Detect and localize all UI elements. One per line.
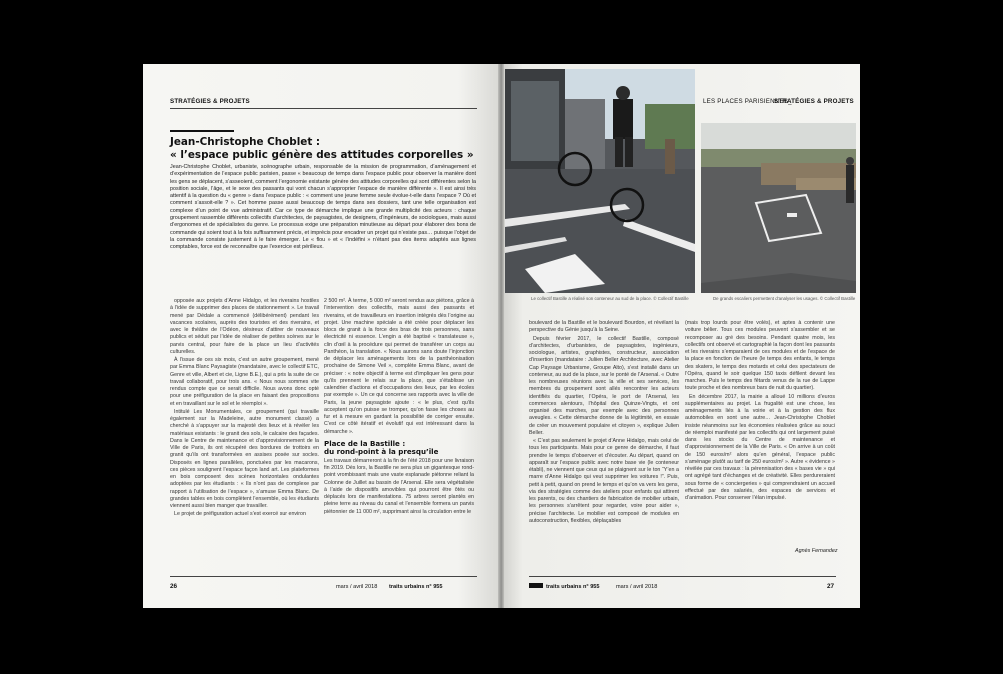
section-heading: STRATÉGIES & PROJETS	[774, 98, 854, 105]
footer-date: mars / avril 2018	[336, 584, 378, 590]
right-page	[501, 64, 860, 608]
right-column-2	[685, 320, 835, 503]
photo-container-cyclist	[505, 69, 695, 293]
subheading-line-1: Place de la Bastille :	[324, 438, 406, 448]
body-paragraph: Le projet de préfiguration actuel s’est exercé sur environ	[174, 511, 306, 518]
footer-rule	[170, 576, 477, 577]
subheading	[324, 440, 474, 457]
left-page	[143, 64, 501, 608]
footer-date: mars / avril 2018	[616, 584, 658, 590]
body-paragraph: À l’issue de ces six mois, c’est un autre groupement, mené par Emma Blanc Paysagiste (mandataire, avec le collectif ETC, Genre et ville, Albert et cie, Ligne B.E.), qui a pris la suite de ce travail collaboratif, pour trois ans. « Nous nous sommes vite rendus compte que ce serait difficile. Nous avons donc opté pour une préfiguration de la place en faisant des propositions et en travaillant sur le sol et le réemploi ».	[170, 357, 319, 407]
section-heading: STRATÉGIES & PROJETS	[170, 98, 250, 105]
footer-rule	[529, 576, 836, 577]
body-paragraph: opposée aux projets d’Anne Hidalgo, et les riverains hostiles à l’idée de supprimer des places de stationnement ». Le travail mené par Dédale a commencé (délibérément) pendant les vacances scolaires, auprès des touristes et des riverains, et avec le théâtre de l’Odéon, désireux d’attirer de nouveaux publics et séduit par l’idée de réaliser de petites scènes sur le parvis central, pour faire de la place un lieu d’activités culturelles.	[170, 298, 319, 355]
photo-caption: Le collectif Bastille a réalisé son conteneur au sud de la place. © Collectif Bastille	[531, 296, 689, 301]
cyclist-photo	[505, 69, 695, 293]
body-paragraph: Les travaux démarreront à la fin de l’été 2018 pour une livraison fin 2019. Dès lors, la Bastille ne sera plus un gigantesque rond-point vrombissant mais une vaste esplanade piétonne reliant la Colonne de Juillet au bassin de l’Arsenal. Elle sera végétalisée à l’aide de dispositifs amovibles qui pourront être ôtés ou déplacés lors de manifestations. 75 arbres seront plantés en pleine terre au niveau du canal et l’ensemble formera un parvis piétonnier de 11 000 m², supprimant ainsi la circulation entre le	[324, 457, 474, 515]
body-paragraph: (mais trop lourds pour être volés), et aptes à contenir une voiture bélier. Tous ces modules peuvent s’assembler et se recomposer au gré des besoins. Pendant quatre mois, les collectifs ont observé et cartographié la façon dont les passants et les riverains s’emparaient de ces modules et de l’espace de la place en fonction de l’heure (le temps des enfants, le temps des skaters, le temps des motards et celui des spectateurs de l’Opéra, quand le soir quelque 150 taxis défilent devant les marches. Puis le temps des fêtards venus de la rue de Lappe toute proche et des nombreux bars de nuit du quartier).	[685, 320, 835, 392]
header-rule	[170, 108, 477, 109]
skater-photo	[701, 123, 856, 293]
page-number: 27	[827, 583, 835, 590]
title-line-1: Jean-Christophe Choblet :	[170, 136, 321, 148]
right-column-1	[529, 320, 679, 526]
footer-magazine: traits urbains n° 955	[546, 584, 600, 590]
logo-mark-icon	[529, 583, 543, 588]
title-line-2: « l’espace public génère des attitudes corporelles »	[170, 149, 474, 162]
article-title	[170, 136, 490, 163]
section-heading-light: LES PLACES PARISIENNES_	[703, 98, 792, 105]
magazine-spread	[143, 64, 860, 608]
subheading-line-2: du rond-point à la presqu’île	[324, 447, 439, 457]
title-bar	[170, 130, 234, 132]
body-paragraph: Intitulé Les Monumentales, ce groupement (qui travaille également sur la Madeleine, autre monument classé) a cherché à s’appuyer sur la majesté des lieux et à révéler les matériaux existants : le granit des sols, le calcaire des façades. Dans le Centre de maintenance et d’approvisionnement de la Ville de Paris, ils ont récupéré des bordures de trottoirs en granit qu’ils ont transformées en assises posée sur socles. Disposés en lignes parallèles, ponctuées par les macarons, ces pièces soulignent l’espace façon land art. Les plateformes en bois composent des scènes horizontales ondulantes adoptées par les étudiants : « Ils n’ont pas de complexe par rapport à l’utilisation de l’espace », s’amuse Emma Blanc. De grandes tables en bois complètent l’ensemble, où les étudiants viennent aussi bien manger que travailler.	[170, 408, 319, 509]
footer-magazine: traits urbains n° 955	[389, 584, 443, 590]
body-paragraph: En décembre 2017, la mairie a alloué 10 millions d’euros supplémentaires au projet. La frugalité est une chose, les aménagements liés à la voirie et à la gestion des flux automobiles en sont une autre… Jean-Christophe Choblet insiste néanmoins sur les économies réalisées grâce au souci de réemploi manifesté par les collectifs qui ont largement puisé dans les stocks du Centre de maintenance et d’approvisionnement de la Ville de Paris. « On arrive à un coût de 150 euros/m² alors qu’en général, l’espace public s’aménage plutôt au tarif de 250 euros/m² ». Autre « évidence » révélée par ces travaux : la pérennisation des « bases vie » qui ont agrégé tant d’échanges et de créativité. Elles perdureraient sous forme de « conciergeries » qui comprendraient un accueil effectué par des salariés, des espaces de services et d’animation. Pour conserver l’élan impulsé.	[685, 393, 835, 501]
photo-container-skater	[701, 123, 856, 293]
page-number: 26	[170, 583, 178, 590]
binding-gutter	[498, 64, 504, 608]
body-paragraph: Depuis février 2017, le collectif Bastille, composé d’architectes, d’urbanistes, de paysagistes, ingénieurs, sociologue, artistes, graphistes, constructeur, association d’insertion (mandataire : Juliien Beller Architecture, avec Atelier Cap Paysage Urbanisme, Groupe Alto), s’est installé dans un conteneur, au sud de la place, sur le ponté de l’Arsenal. « Outre les nombreuses réunions avec la ville et ses services, les membres du groupement sont allés rencontrer les acteurs identifiés du quartier, l’Opéra, le port de l’Arsenal, les commerces alentours, l’hôpital des Quinze-Vingts, et ont organisé des marches, par exemple avec des personnes aveugles. « Cette démarche donne de la légitimité, en essaie de créer un mouvement populaire et citoyen », explique Julien Beller.	[529, 335, 679, 436]
body-paragraph: 2 500 m². À terme, 5 000 m² seront rendus aux piétons, grâce à l’intervention des collectifs, mais aussi des passants et riverains, et de travailleurs en insertion intégrés dès l’origine au projet. Une machine spéciale a été créée pour déplacer les blocs de granit à la force des bras de trois personnes, sans électricité ni essence. L’engin a été baptisé « translateuse », clin d’œil à la procédure qui permet de transférer un corps au Panthéon, la translation. « Nous aurons sans doute l’injonction de déplacer les aménagements lors de la panthéonisation prochaine de Simone Veil », complète Emma Blanc, avant de préciser : « notre objectif à terme est d’impliquer les gens pour qu’ils prennent le relais sur la place, que s’établisse un calendrier d’actions et d’occupations des lieux, par les écoles par exemple ». Un ce qui concerne ses rapports avec la ville de Paris, la jeune paysagiste ajoute : « le plus, c’est qu’ils acceptent qu’on puisse se tromper, qu’on fasse les choses au fur et à mesure en gardant la possibilité de corriger ensuite. C’est ce côté itératif et évolutif qui est intéressant dans la démarche ».	[324, 298, 474, 435]
body-paragraph: boulevard de la Bastille et le boulevard Bourdon, et révélant la perspective du Génie jusqu’à la Seine.	[529, 320, 679, 334]
photo-caption: De grands escaliers permettent d’analyser les usages. © Collectif Bastille	[713, 296, 856, 301]
left-column-2	[324, 298, 474, 517]
body-paragraph: « C’est pas seulement le projet d’Anne Hidalgo, mais celui de tous les participants. Mais pour ce genre de démarche, il faut prendre le temps d’observer et d’écouter. Au départ, quand on apparaît sur l’espace public avec notre base vie (le conteneur établi), ne viennent que ceux qui se plaignent sur le ton “Y’en a marre d’Anne Hidalgo qui veut supprimer les voitures !”. Puis, petit à petit, quand on prend le temps et qu’on va vers les gens, via des stratégies comme des ateliers pour enfants qui attirent les parents, ou des chantiers de fabrication de mobilier urbain, les personnes s’arrêtent pour regarder, voire pour aider », précise l’architecte. Le mobilier est composé de modules en autoconstruction, flexibles, déplaçables	[529, 438, 679, 524]
left-column-1	[170, 298, 319, 520]
author-signature: Agnès Fernandez	[795, 548, 838, 554]
lead-paragraph: Jean-Christophe Choblet, urbaniste, scénographe urbain, responsable de la mission de programmation, d’aménagement et d’expérimentation de l’espace public parisien, passe « beaucoup de temps dans l’espace public pour observer la manière dont les gens se déplacent, s’asseoient, comment l’ergonomie existante génère des attitudes corporelles qui sont différentes selon la position sociale, l’âge, et le sexe des passants qui vont chacun s’approprier l’espace de manière différente ». Il est ainsi très attentif à la question du « genre » dans l’espace public : « comment une jeune femme seule évolue-t-elle dans l’espace ? Où et comment s’assoit-elle ? ». Cet homme passe aussi beaucoup de temps dans ses dossiers, tant une telle organisation est complexe d’un point de vue administratif. Car ce type de démarche implique une grande multiplicité des acteurs : chaque groupement rassemble différents collectifs d’architectes, de paysagistes, de designers, d’ingénieurs, de sociologues, mais aussi d’ergonomes et de spécialistes du genre. Le processus exige une préparation minutieuse au départ pour élaborer des bons de commande qui soient tout à la fois suffisamment précis, et imprécis pour encadrer un projet qui n’existe pas… puisque l’objet de la commande consiste justement à le faire émerger. Le « flou » et « l’indéfini » n’étant pas des items adaptés aux lignes comptables, force est de reconnaître que l’exercice est périlleux.	[170, 164, 476, 251]
